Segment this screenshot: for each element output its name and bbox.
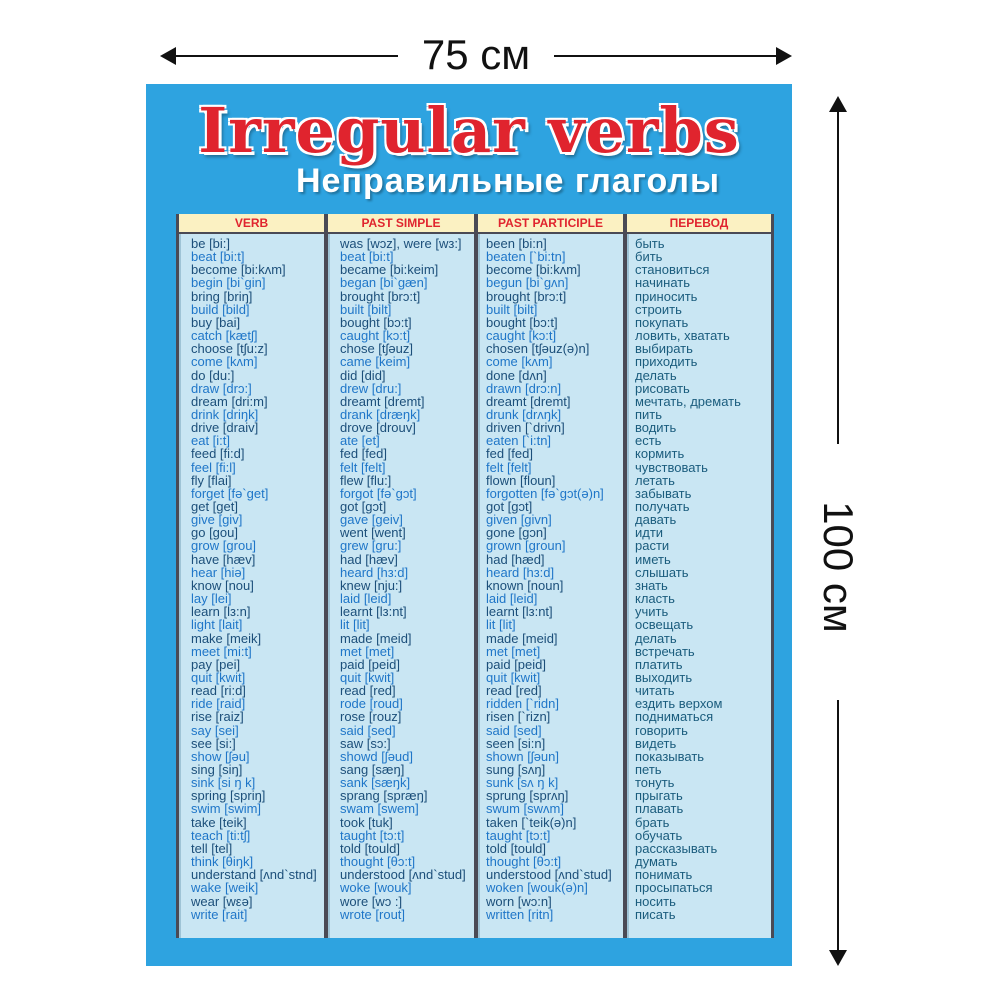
translation-cell: давать (635, 512, 677, 528)
height-dimension (808, 96, 868, 966)
past-simple-cell: felt [felt] (340, 459, 386, 475)
translation-cell: брать (635, 814, 670, 830)
translation-cell: встречать (635, 643, 695, 659)
verb-cell: swim [swim] (191, 801, 262, 817)
dimension-line (166, 55, 398, 57)
past-simple-cell: built [bilt] (340, 301, 392, 317)
verb-cell: dream [dri:m] (191, 393, 268, 409)
verb-cell: light [lait] (191, 617, 243, 633)
width-label: 75 см (421, 31, 531, 78)
past-participle-cell: risen [`rizn] (486, 709, 551, 725)
translation-cell: подниматься (635, 709, 714, 725)
translation-cell: носить (635, 893, 676, 909)
past-simple-cell: chose [tʃəuz] (340, 341, 413, 357)
past-participle-cell: heard [hз:d] (486, 564, 555, 580)
verb-cell: become [bi:kʌm] (191, 262, 286, 278)
verb-cell: have [hæv] (191, 551, 256, 567)
translation-cell: рассказывать (635, 840, 718, 856)
verb-cell: eat [i:t] (191, 433, 231, 449)
translation-cell: показывать (635, 748, 705, 764)
verb-cell: do [du:] (191, 367, 235, 383)
arrow-right-icon (776, 47, 792, 65)
verb-cell: meet [mi:t] (191, 643, 252, 659)
past-participle-cell: said [sed] (486, 722, 542, 738)
past-simple-cell: saw [sɔ:] (340, 735, 391, 751)
past-simple-cell: rode [roud] (340, 696, 403, 712)
past-participle-cell: flown [floun] (486, 472, 556, 488)
verb-cell: sing [siŋ] (191, 762, 243, 777)
header-translation: ПЕРЕВОД (627, 214, 771, 234)
past-simple-cell: made [meid] (340, 630, 412, 646)
verb-cell: catch [kætʃ] (191, 328, 258, 344)
past-simple-cell: bought [bɔ:t] (340, 314, 412, 330)
past-participle-cell: had [hæd] (486, 551, 545, 567)
verb-cell: quit [kwit] (191, 669, 246, 685)
translation-cell: идти (635, 525, 664, 541)
verb-cell: bring [briŋ] (191, 288, 253, 304)
translation-cell: писать (635, 906, 676, 922)
verb-cell: teach [ti:tʃ] (191, 827, 251, 843)
past-participle-cell: seen [si:n] (486, 735, 546, 751)
past-participle-cell: drunk [drʌŋk] (486, 406, 562, 422)
past-participle-cell: thought [θɔ:t] (486, 854, 562, 870)
verb-cell: get [get] (191, 499, 238, 514)
poster (146, 84, 792, 966)
translation-cell: платить (635, 656, 683, 672)
past-simple-cell: got [gɔt] (340, 499, 387, 514)
translation-cell: слышать (635, 564, 689, 580)
verb-cell: say [sei] (191, 722, 239, 738)
verb-cell: show [ʃəu] (191, 748, 250, 764)
past-participle-cell: sprung [sprʌŋ] (486, 788, 569, 804)
translation-cell: читать (635, 683, 675, 699)
column-body (328, 234, 474, 938)
past-simple-cell: learnt [lз:nt] (340, 604, 407, 620)
translation-cell: мечтать, дремать (635, 393, 741, 409)
past-simple-cell: met [met] (340, 643, 395, 659)
translation-cell: делать (635, 630, 677, 646)
translation-cell: становиться (635, 262, 710, 278)
past-participle-cell: begun [bi`gʌn] (486, 275, 569, 291)
past-participle-cell: brought [brɔ:t] (486, 288, 567, 304)
verb-cell: wear [wεə] (191, 893, 253, 909)
translation-cell: водить (635, 420, 677, 436)
past-simple-cell: gave [geiv] (340, 512, 403, 528)
verb-cell: give [giv] (191, 512, 243, 528)
past-simple-cell: paid [peid] (340, 656, 400, 672)
verb-cell: begin [bi`gin] (191, 275, 266, 291)
past-simple-cell: brought [brɔ:t] (340, 288, 421, 304)
past-participle-cell: made [meid] (486, 630, 558, 646)
past-participle-cell: understood [ʌnd`stud] (486, 867, 612, 883)
past-simple-cell: rose [rouz] (340, 709, 402, 725)
translation-cell: прыгать (635, 788, 683, 804)
translation-cell: бить (635, 249, 663, 265)
past-simple-cell: was [wɔz], were [wз:] (340, 236, 462, 251)
past-simple-cell: wore [wɔ :] (340, 893, 403, 909)
past-simple-cell: forgot [fə`gɔt] (340, 485, 417, 501)
past-participle-cell: felt [felt] (486, 459, 532, 475)
past-participle-cell: forgotten [fə`gɔt(ə)n] (486, 485, 604, 501)
translation-cell: летать (635, 472, 675, 488)
past-participle-cell: read [red] (486, 683, 542, 699)
past-participle-cell: taught [tɔ:t] (486, 827, 551, 843)
past-participle-cell: eaten [`i:tn] (486, 433, 552, 449)
verb-cell: draw [drɔ:] (191, 380, 252, 396)
past-participle-cell: sunk [sʌ ŋ k] (486, 775, 559, 791)
verb-cell: understand [ʌnd`stnd] (191, 867, 317, 883)
past-participle-cell: ridden [`ridn] (486, 696, 559, 712)
verb-cell: take [teik] (191, 814, 247, 830)
past-simple-cell: went [went] (340, 525, 406, 541)
translation-cell: пить (635, 406, 663, 422)
translation-cell: строить (635, 301, 682, 317)
poster-subtitle: Неправильные глаголы (296, 162, 720, 200)
past-participle-cell: gone [gɔn] (486, 525, 547, 541)
poster-title: Irregular verbs (198, 94, 740, 167)
past-simple-cell: fed [fed] (340, 446, 387, 462)
column-body (179, 234, 324, 938)
past-participle-cell: known [noun] (486, 577, 564, 593)
verb-cell: pay [pei] (191, 656, 241, 672)
past-simple-cell: dreamt [dremt] (340, 393, 425, 409)
translation-cell: приходить (635, 354, 698, 370)
past-participle-cell: driven [`drivn] (486, 420, 565, 436)
verb-cell: see [si:] (191, 735, 236, 751)
verb-cell: make [meik] (191, 630, 262, 646)
verb-cell: come [kʌm] (191, 354, 258, 370)
height-label: 100 см (815, 501, 862, 633)
translation-cell: делать (635, 367, 677, 383)
past-simple-cell: lit [lit] (340, 617, 370, 633)
verb-cell: fly [flai] (191, 472, 232, 488)
past-simple-cell: grew [gru:] (340, 538, 402, 554)
past-participle-cell: fed [fed] (486, 446, 533, 462)
past-participle-cell: caught [kɔ:t] (486, 328, 557, 344)
past-simple-cell: heard [hз:d] (340, 564, 409, 580)
past-simple-cell: quit [kwit] (340, 669, 395, 685)
verb-cell: wake [weik] (191, 880, 259, 896)
past-simple-cell: said [sed] (340, 722, 396, 738)
past-participle-cell: given [givn] (486, 512, 552, 528)
verb-cell: lay [lei] (191, 591, 232, 607)
translation-cell: освещать (635, 617, 694, 633)
verb-cell: know [nou] (191, 577, 254, 593)
verb-cell: rise [raiz] (191, 709, 244, 725)
verb-cell: buy [bai] (191, 314, 241, 330)
translation-cell: есть (635, 433, 662, 449)
past-simple-cell: drank [dræŋk] (340, 406, 421, 422)
past-participle-cell: dreamt [dremt] (486, 393, 571, 409)
header-past-participle: PAST PARTICIPLE (478, 214, 623, 234)
verb-cell: go [gou] (191, 525, 238, 541)
past-participle-cell: chosen [tʃəuz(ə)n] (486, 341, 590, 357)
verb-cell: read [ri:d] (191, 683, 246, 699)
past-simple-cell: swam [swem] (340, 801, 419, 817)
translation-cell: учить (635, 604, 669, 620)
past-simple-cell: had [hæv] (340, 551, 398, 567)
verb-table (176, 214, 774, 938)
translation-cell: петь (635, 762, 662, 777)
verb-cell: drink [driŋk] (191, 406, 259, 422)
past-simple-cell: flew [flu:] (340, 472, 392, 488)
translation-cell: кормить (635, 446, 685, 462)
verb-cell: choose [tʃu:z] (191, 341, 268, 357)
translation-cell: выбирать (635, 341, 693, 357)
past-simple-cell: thought [θɔ:t] (340, 854, 416, 870)
translation-cell: расти (635, 538, 670, 554)
past-simple-cell: sank [sæŋk] (340, 775, 411, 791)
past-simple-cell: drew [dru:] (340, 380, 402, 396)
translation-cell: приносить (635, 288, 698, 304)
past-participle-cell: woken [wouk(ə)n] (486, 880, 588, 896)
past-participle-cell: told [tould] (486, 840, 546, 856)
verb-cell: think [θiŋk] (191, 854, 254, 870)
past-participle-cell: worn [wɔ:n] (486, 893, 552, 909)
dimension-line (837, 104, 839, 444)
past-simple-cell: began [bi`gæn] (340, 275, 428, 291)
verb-cell: write [rait] (191, 906, 248, 922)
past-simple-cell: drove [drouv] (340, 420, 416, 436)
past-participle-cell: met [met] (486, 643, 541, 659)
past-participle-cell: got [gɔt] (486, 499, 533, 514)
verb-cell: be [bi:] (191, 236, 231, 251)
past-participle-cell: beaten [`bi:tn] (486, 249, 566, 265)
translation-cell: начинать (635, 275, 691, 291)
past-participle-cell: taken [`teik(ə)n] (486, 814, 577, 830)
past-participle-cell: built [bilt] (486, 301, 538, 317)
past-simple-cell: read [red] (340, 683, 396, 699)
translation-cell: выходить (635, 669, 693, 685)
past-participle-cell: swum [swʌm] (486, 801, 564, 817)
past-participle-cell: shown [ʃəun] (486, 748, 559, 764)
past-simple-cell: sprang [spræŋ] (340, 788, 428, 804)
width-dimension (160, 30, 792, 80)
translation-cell: получать (635, 499, 690, 514)
column-translation (627, 214, 771, 938)
column-past-simple (328, 214, 474, 938)
past-participle-cell: laid [leid] (486, 591, 538, 607)
past-simple-cell: showd [ʃəud] (340, 748, 413, 764)
verb-cell: tell [tel] (191, 840, 233, 856)
past-simple-cell: beat [bi:t] (340, 249, 394, 265)
past-participle-cell: drawn [drɔ:n] (486, 380, 562, 396)
past-participle-cell: paid [peid] (486, 656, 546, 672)
past-simple-cell: told [tould] (340, 840, 400, 856)
translation-cell: думать (635, 854, 678, 870)
past-participle-cell: bought [bɔ:t] (486, 314, 558, 330)
verb-cell: spring [spriŋ] (191, 788, 266, 804)
past-simple-cell: did [did] (340, 367, 386, 383)
dimension-line (837, 700, 839, 954)
arrow-down-icon (829, 950, 847, 966)
translation-cell: ловить, хватать (635, 328, 730, 344)
verb-cell: sink [si ŋ k] (191, 775, 256, 791)
verb-cell: ride [raid] (191, 696, 246, 712)
verb-cell: learn [lз:n] (191, 604, 251, 620)
past-participle-cell: grown [groun] (486, 538, 566, 554)
past-simple-cell: laid [leid] (340, 591, 392, 607)
verb-cell: grow [grou] (191, 538, 257, 554)
translation-cell: тонуть (635, 775, 675, 791)
past-simple-cell: became [bi:keim] (340, 262, 439, 278)
translation-cell: просыпаться (635, 880, 713, 896)
translation-cell: обучать (635, 827, 683, 843)
translation-cell: плавать (635, 801, 684, 817)
translation-cell: чувствовать (635, 459, 708, 475)
past-participle-cell: come [kʌm] (486, 354, 553, 370)
past-participle-cell: sung [sʌŋ] (486, 762, 546, 777)
header-verb: VERB (179, 214, 324, 234)
column-body (627, 234, 771, 938)
past-simple-cell: wrote [rout] (340, 906, 406, 922)
past-simple-cell: came [keim] (340, 354, 411, 370)
translation-cell: видеть (635, 735, 677, 751)
past-participle-cell: been [bi:n] (486, 236, 547, 251)
past-participle-cell: quit [kwit] (486, 669, 541, 685)
column-verb (179, 214, 324, 938)
past-simple-cell: ate [et] (340, 433, 380, 449)
past-simple-cell: sang [sæŋ] (340, 762, 405, 777)
verb-cell: feel [fi:l] (191, 459, 236, 475)
verb-cell: build [bild] (191, 301, 250, 317)
verb-cell: feed [fi:d] (191, 446, 245, 462)
dimension-line (554, 55, 786, 57)
translation-cell: забывать (635, 485, 692, 501)
translation-cell: рисовать (635, 380, 690, 396)
column-past-participle (478, 214, 623, 938)
verb-cell: forget [fə`get] (191, 485, 269, 501)
verb-cell: drive [draiv] (191, 420, 259, 436)
past-simple-cell: caught [kɔ:t] (340, 328, 411, 344)
column-body (478, 234, 623, 938)
past-simple-cell: taught [tɔ:t] (340, 827, 405, 843)
verb-cell: beat [bi:t] (191, 249, 245, 265)
past-simple-cell: knew [nju:] (340, 577, 403, 593)
header-past-simple: PAST SIMPLE (328, 214, 474, 234)
past-simple-cell: understood [ʌnd`stud] (340, 867, 466, 883)
past-participle-cell: become [bi:kʌm] (486, 262, 581, 278)
past-simple-cell: woke [wouk] (340, 880, 412, 896)
past-participle-cell: lit [lit] (486, 617, 516, 633)
past-simple-cell: took [tuk] (340, 814, 393, 830)
translation-cell: знать (635, 577, 668, 593)
verb-cell: hear [hiə] (191, 564, 246, 580)
translation-cell: класть (635, 591, 675, 607)
translation-cell: покупать (635, 314, 689, 330)
translation-cell: говорить (635, 722, 688, 738)
past-participle-cell: learnt [lз:nt] (486, 604, 553, 620)
past-participle-cell: done [dʌn] (486, 367, 547, 383)
past-participle-cell: written [ritn] (486, 906, 554, 922)
translation-cell: понимать (635, 867, 693, 883)
translation-cell: ездить верхом (635, 696, 723, 712)
translation-cell: иметь (635, 551, 671, 567)
translation-cell: быть (635, 236, 665, 251)
